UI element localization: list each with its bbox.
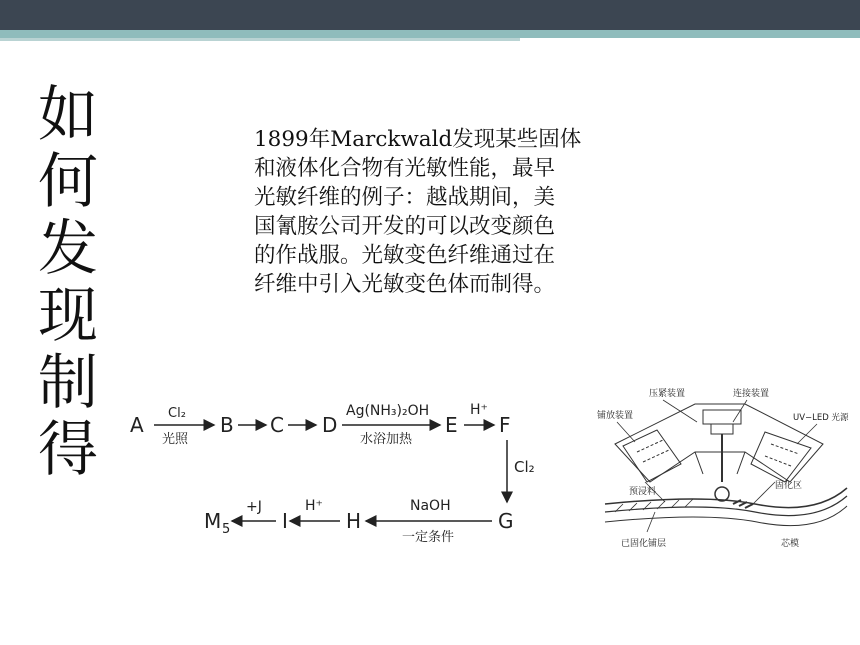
title-char: 制	[38, 348, 98, 418]
title-char: 得	[38, 415, 98, 485]
header-bar-thin	[0, 38, 520, 41]
label-gh-top: NaOH	[410, 498, 451, 514]
node-f: F	[499, 413, 511, 437]
node-m5-subscript: 5	[222, 522, 231, 537]
label-hi-top: H⁺	[305, 498, 323, 514]
node-b: B	[220, 413, 234, 437]
body-line: 和液体化合物有光敏性能，最早	[254, 156, 556, 181]
title-char: 现	[38, 281, 98, 351]
label-cured-layer: 已固化铺层	[621, 539, 667, 549]
body-paragraph	[254, 125, 674, 299]
node-h: H	[346, 509, 362, 533]
title-char: 何	[38, 147, 98, 217]
body-line: 1899年Marckwald发现某些固体	[254, 127, 582, 152]
label-ab-top: Cl₂	[168, 406, 186, 421]
label-preimpreg: 预浸料	[629, 487, 657, 497]
body-line: 国氰胺公司开发的可以改变颜色	[254, 214, 556, 239]
label-gh-bottom: 一定条件	[402, 530, 455, 545]
top-box	[703, 410, 741, 424]
node-i: I	[282, 509, 288, 533]
label-ab-bottom: 光照	[162, 432, 189, 447]
vertical-title	[28, 82, 108, 484]
label-de-top: Ag(NH₃)₂OH	[346, 403, 430, 419]
node-a: A	[130, 413, 144, 437]
label-lay: 铺放装置	[597, 411, 634, 421]
node-d: D	[322, 413, 338, 437]
label-cure-zone: 固化区	[775, 481, 803, 491]
title-char: 发	[38, 214, 98, 284]
body-line: 的作战服。光敏变色纤维通过在	[254, 243, 556, 268]
node-c: C	[270, 413, 284, 437]
header-bar-accent	[0, 30, 860, 38]
top-box-inner	[711, 424, 733, 434]
node-e: E	[445, 413, 458, 437]
label-im-top: +J	[246, 499, 262, 515]
label-core: 芯模	[781, 539, 800, 549]
title-char: 如	[38, 80, 98, 150]
apparatus-frame	[615, 404, 823, 482]
body-line: 纤维中引入光敏变色体而制得。	[254, 272, 556, 297]
label-connect: 连接装置	[733, 389, 770, 399]
label-ef-top: H⁺	[470, 402, 488, 418]
label-fg-side: Cl₂	[514, 458, 535, 476]
reaction-scheme	[120, 390, 560, 560]
node-g: G	[498, 509, 514, 533]
label-de-bottom: 水浴加热	[360, 432, 413, 447]
header-bar-dark	[0, 0, 860, 30]
label-uv: UV−LED 光源	[793, 413, 849, 423]
body-line: 光敏纤维的例子：越战期间，美	[254, 185, 556, 210]
apparatus-diagram	[585, 382, 855, 557]
label-press: 压紧装置	[649, 389, 686, 399]
node-m5: M	[204, 509, 222, 533]
